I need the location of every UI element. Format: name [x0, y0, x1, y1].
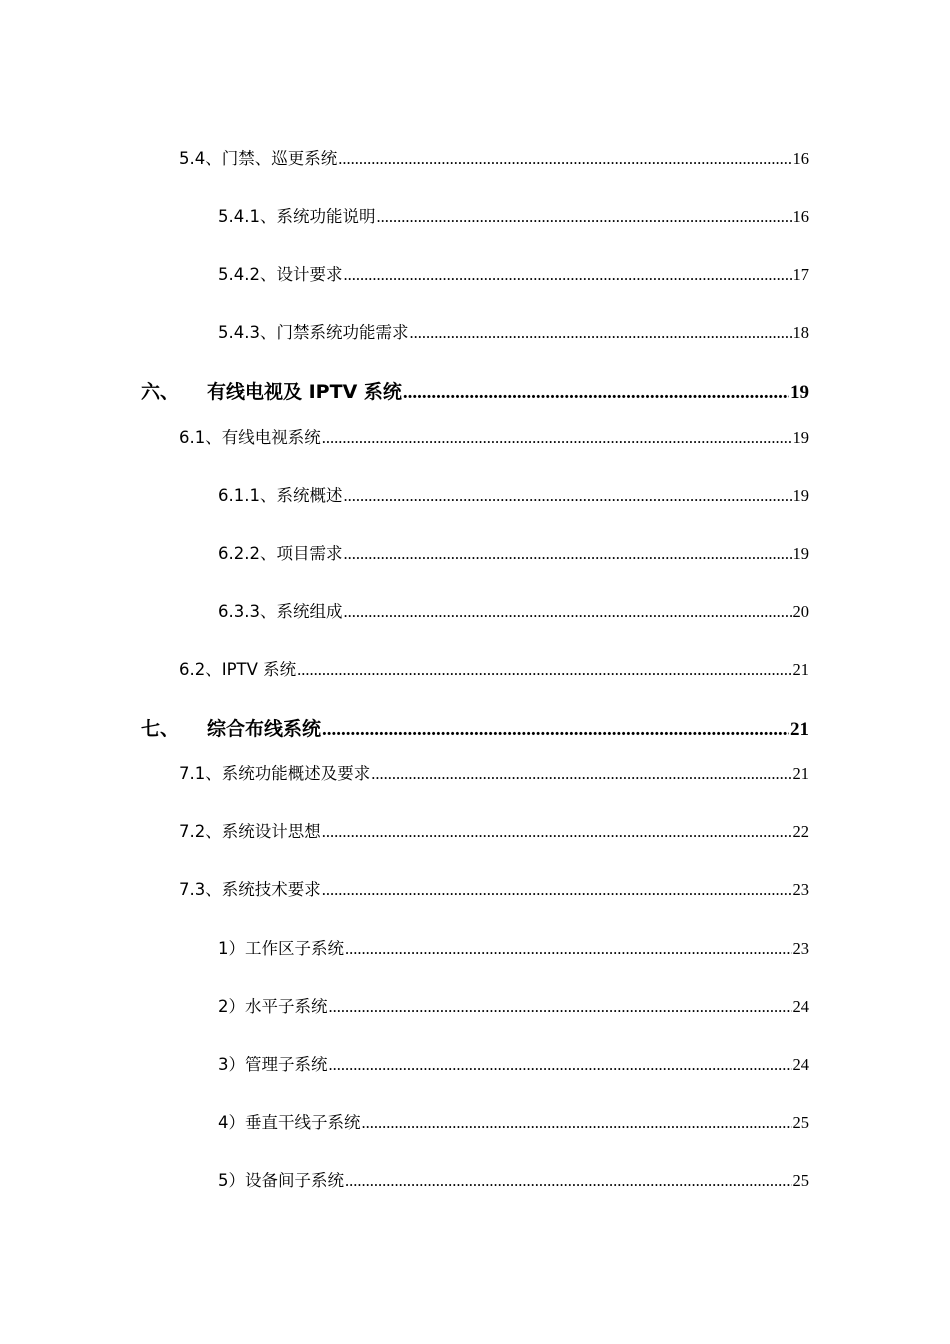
toc-chapter-heading [141, 714, 321, 741]
dot-leader [362, 1113, 792, 1133]
toc-entry-6-3-3[interactable] [218, 598, 809, 622]
toc-page-number: 19 [792, 428, 809, 447]
toc-entry-title: 6.2.2、项目需求 [218, 544, 343, 563]
toc-page-number: 19 [792, 486, 809, 505]
chapter-title: 综合布线系统 [207, 718, 322, 740]
toc-entry-horizontal[interactable] [218, 993, 809, 1017]
toc-page-number: 21 [790, 719, 809, 740]
chapter-number: 六、 [141, 381, 180, 403]
chapter-title: 有线电视及 IPTV 系统 [207, 381, 402, 403]
toc-entry-title: 3）管理子系统 [218, 1055, 328, 1074]
toc-page-number: 16 [792, 149, 809, 168]
toc-page-number: 22 [792, 822, 809, 841]
dot-leader [376, 207, 791, 227]
toc-entry-5-4-2[interactable] [218, 261, 809, 285]
dot-leader [343, 265, 791, 285]
toc-page-number: 24 [792, 997, 809, 1016]
toc-entry-management[interactable] [218, 1051, 809, 1075]
toc-page-number: 19 [790, 382, 809, 403]
toc-entry-7-2[interactable] [179, 818, 809, 842]
toc-entry-title: 2）水平子系统 [218, 997, 328, 1016]
toc-entry-title: 5.4.3、门禁系统功能需求 [218, 323, 409, 342]
toc-entry-equipment-room[interactable] [218, 1167, 809, 1191]
chapter-number: 七、 [141, 718, 180, 740]
dot-leader [329, 997, 792, 1017]
toc-entry-5-4[interactable] [179, 145, 809, 169]
toc-entry-vertical-backbone[interactable] [218, 1109, 809, 1133]
toc-page-number: 16 [792, 207, 809, 226]
toc-entry-title: 1）工作区子系统 [218, 939, 344, 958]
toc-chapter-7[interactable] [141, 714, 809, 741]
dot-leader [371, 764, 791, 784]
toc-entry-title: 5.4、门禁、巡更系统 [179, 149, 338, 168]
toc-entry-title: 6.3.3、系统组成 [218, 602, 343, 621]
dot-leader [345, 939, 792, 959]
toc-entry-title: 5.4.1、系统功能说明 [218, 207, 376, 226]
dot-leader [409, 323, 791, 343]
toc-entry-title: 6.1、有线电视系统 [179, 428, 321, 447]
toc-page-number: 25 [792, 1171, 809, 1190]
toc-entry-5-4-3[interactable] [218, 319, 809, 343]
toc-entry-work-area[interactable] [218, 935, 809, 959]
toc-page-number: 24 [792, 1055, 809, 1074]
dot-leader [343, 486, 791, 506]
toc-entry-6-1[interactable] [179, 424, 809, 448]
toc-page-number: 21 [792, 660, 809, 679]
toc-entry-title: 6.2、IPTV 系统 [179, 660, 297, 679]
dot-leader [322, 880, 792, 900]
dot-leader [343, 602, 791, 622]
toc-page-number: 25 [792, 1113, 809, 1132]
dot-leader [343, 544, 791, 564]
toc-page-number: 23 [792, 939, 809, 958]
toc-entry-title: 4）垂直干线子系统 [218, 1113, 361, 1132]
dot-leader [403, 382, 789, 404]
dot-leader [322, 428, 792, 448]
toc-page-number: 20 [792, 602, 809, 621]
toc-entry-title: 5）设备间子系统 [218, 1171, 344, 1190]
toc-entry-title: 7.3、系统技术要求 [179, 880, 321, 899]
dot-leader [345, 1171, 792, 1191]
toc-entry-5-4-1[interactable] [218, 203, 809, 227]
toc-page-number: 17 [792, 265, 809, 284]
dot-leader [322, 719, 789, 741]
toc-page-number: 21 [792, 764, 809, 783]
toc-entry-7-3[interactable] [179, 876, 809, 900]
toc-page-number: 19 [792, 544, 809, 563]
toc-page-number: 18 [792, 323, 809, 342]
dot-leader [329, 1055, 792, 1075]
toc-entry-title: 7.2、系统设计思想 [179, 822, 321, 841]
toc-page-number: 23 [792, 880, 809, 899]
toc-entry-6-1-1[interactable] [218, 482, 809, 506]
dot-leader [297, 660, 791, 680]
toc-entry-title: 5.4.2、设计要求 [218, 265, 343, 284]
toc-entry-title: 6.1.1、系统概述 [218, 486, 343, 505]
toc-chapter-6[interactable] [141, 377, 809, 404]
dot-leader [338, 149, 791, 169]
dot-leader [322, 822, 792, 842]
toc-entry-title: 7.1、系统功能概述及要求 [179, 764, 371, 783]
toc-entry-6-2[interactable] [179, 656, 809, 680]
toc-entry-7-1[interactable] [179, 760, 809, 784]
toc-chapter-heading [141, 377, 402, 404]
toc-entry-6-2-2[interactable] [218, 540, 809, 564]
